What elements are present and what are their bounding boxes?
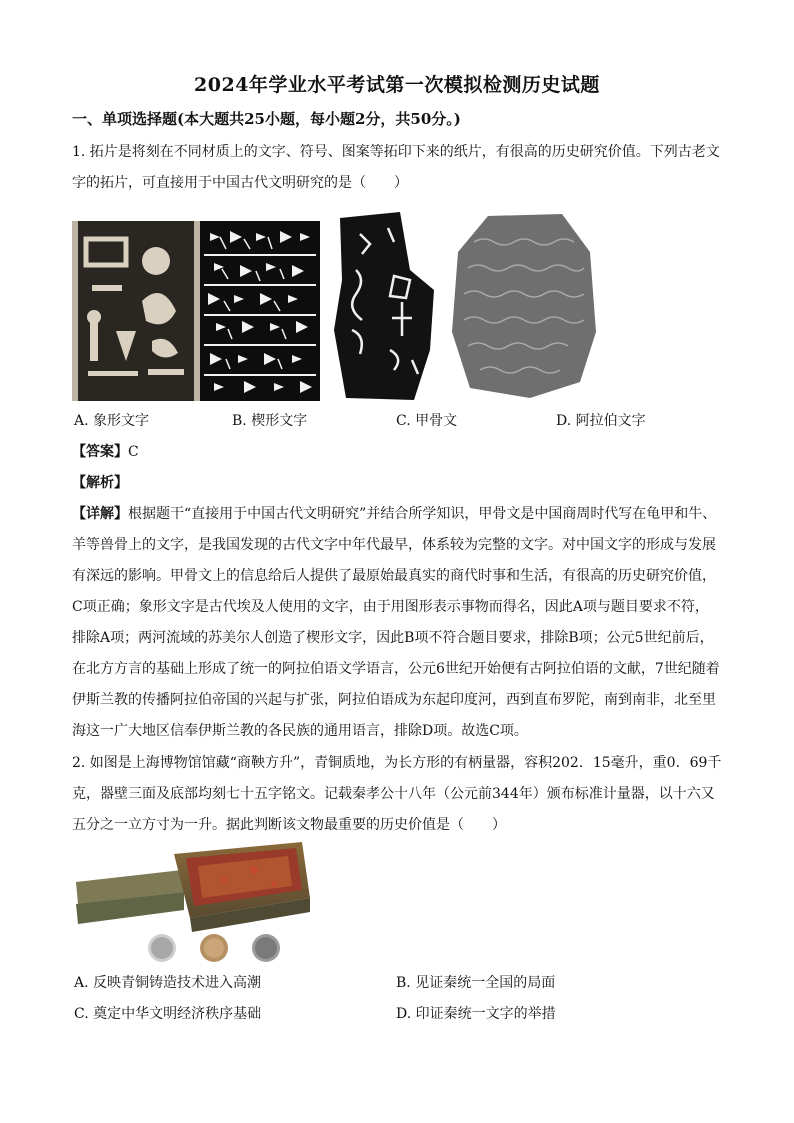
rubbing-arabic-image <box>450 212 598 400</box>
q1-option-d: D. 阿拉伯文字 <box>556 413 646 429</box>
question-2-stem: 2. 如图是上海博物馆馆藏“商鞅方升”，青铜质地，为长方形的有柄量器，容积202．15毫升，重0．69千克，器壁三面及底部均刻七十五字铭文。记载秦孝公十八年（公元前344年）颁布标准计量器，以十六又五分之一立方寸为一升。据此判断该文物最重要的历史价值是（ ） <box>72 755 722 833</box>
analysis-label: 【解析】 <box>72 475 128 491</box>
section-heading: 一、单项选择题(本大题共25小题，每小题2分，共50分。) <box>72 110 461 128</box>
q2-option-d: D. 印证秦统一文字的举措 <box>396 1006 556 1022</box>
q1-option-c: C. 甲骨文 <box>396 413 458 429</box>
q2-option-b: B. 见证秦统一全国的局面 <box>396 975 556 991</box>
shang-yang-measure-image <box>74 840 314 962</box>
rubbing-oracle-bone-image <box>330 210 440 402</box>
rubbing-hieroglyph-image <box>72 221 200 401</box>
rubbing-cuneiform-image <box>200 221 320 401</box>
answer-line <box>72 441 139 461</box>
q2-option-a: A. 反映青铜铸造技术进入高潮 <box>74 975 262 991</box>
analysis-line <box>72 472 128 492</box>
detail-label: 【详解】 <box>72 506 128 522</box>
explanation-paragraph <box>72 499 722 747</box>
q2-option-c: C. 奠定中华文明经济秩序基础 <box>74 1006 262 1022</box>
page-title: 2024年学业水平考试第一次模拟检测历史试题 <box>194 74 600 96</box>
q1-option-a: A. 象形文字 <box>74 413 150 429</box>
answer-label: 【答案】 <box>72 444 128 460</box>
q1-option-b: B. 楔形文字 <box>232 413 308 429</box>
question-1-stem: 1. 拓片是将刻在不同材质上的文字、符号、图案等拓印下来的纸片，有很高的历史研究价值。下列古老文字的拓片，可直接用于中国古代文明研究的是（ ） <box>72 144 720 191</box>
detail-text: 根据题干“直接用于中国古代文明研究”并结合所学知识，甲骨文是中国商周时代写在龟甲和牛、羊等兽骨上的文字，是我国发现的古代文字中年代最早，体系较为完整的文字。对中国文字的形成与发展有深远的影响。甲骨文上的信息给后人提供了最原始最真实的商代时事和生活，有很高的历史研究价值，C项正确；象形文字是古代埃及人使用的文字，由于用图形表示事物而得名，因此A项与题目要求不符，排除A项；两河流域的苏美尔人创造了楔形文字，因此B项不符合题目要求，排除B项；公元5世纪前后，在北方方言的基础上形成了统一的阿拉伯语文学语言，公元6世纪开始便有古阿拉伯语的文献，7世纪随着伊斯兰教的传播阿拉伯帝国的兴起与扩张，阿拉伯语成为东起印度河，西到直布罗陀，南到南非，北至里海这一广大地区信奉伊斯兰教的各民族的通用语言，排除D项。故选C项。 <box>72 506 720 739</box>
answer-value: C <box>128 444 139 460</box>
